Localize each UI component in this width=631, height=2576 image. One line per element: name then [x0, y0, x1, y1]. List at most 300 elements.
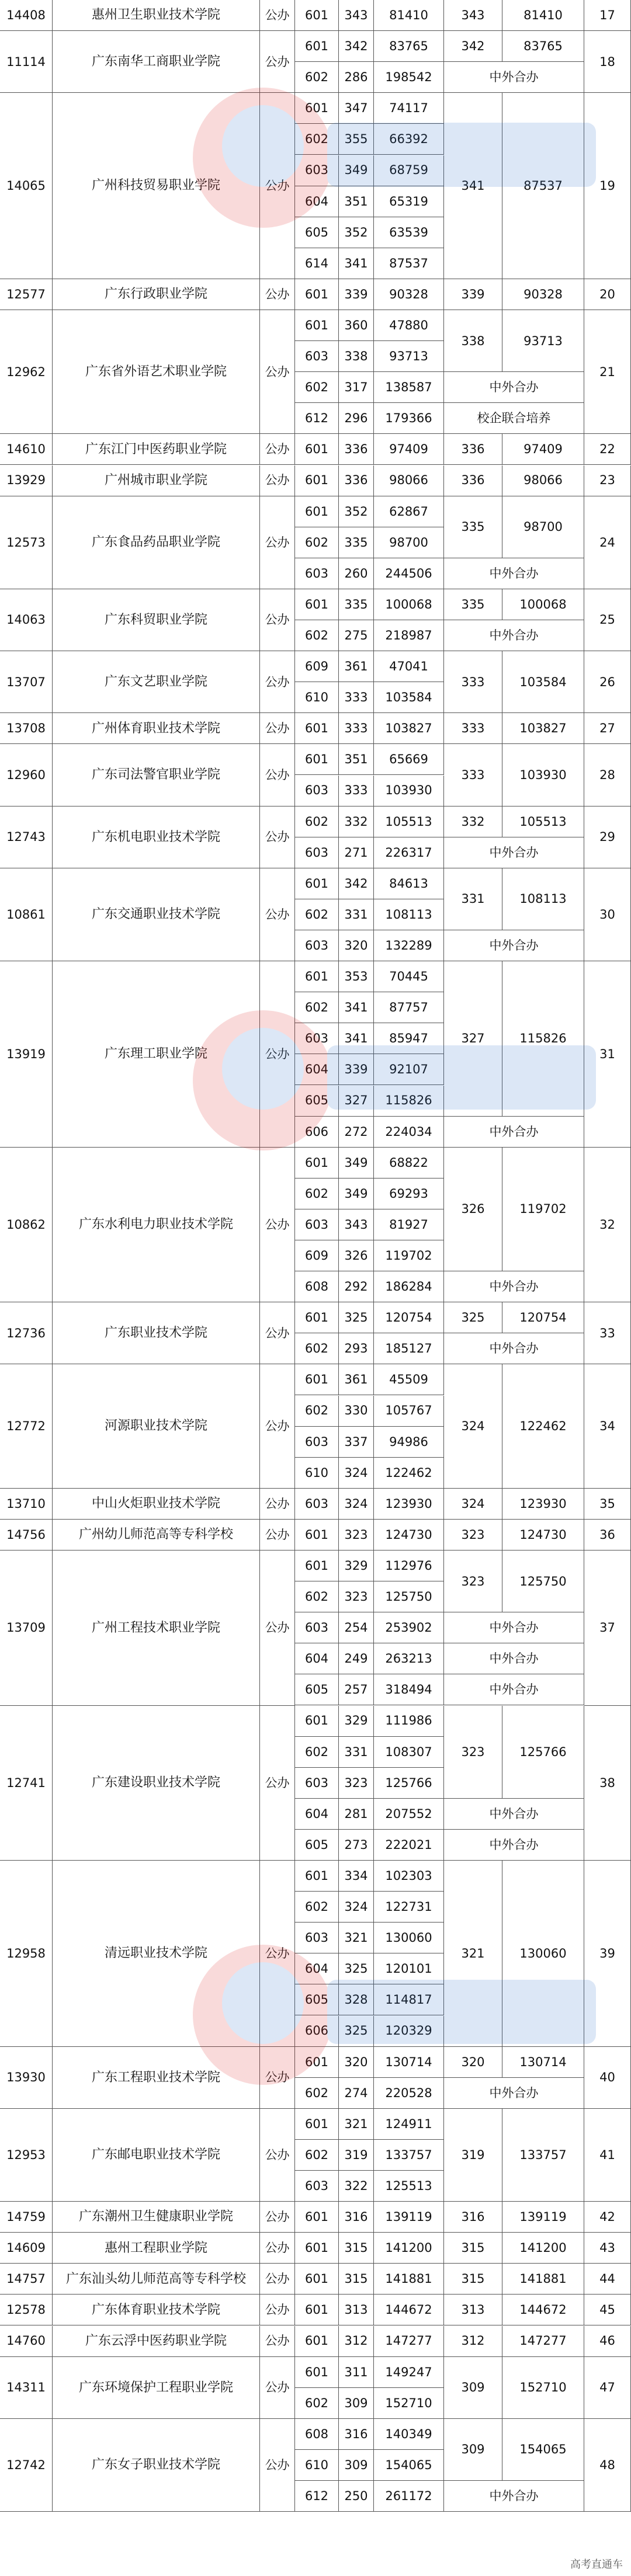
major-score-cell: 323 — [339, 1581, 374, 1612]
school-name-cell: 广东云浮中医药职业学院 — [53, 2326, 260, 2357]
school-name-cell: 广东工程职业技术学院 — [53, 2047, 260, 2109]
major-score-cell: 319 — [339, 2140, 374, 2171]
order-cell: 20 — [584, 279, 631, 310]
min-rank-cell: 98066 — [502, 465, 584, 496]
major-rank-cell: 69293 — [374, 1179, 444, 1209]
min-rank-cell: 122462 — [502, 1364, 584, 1488]
major-group-cell: 602 — [295, 1581, 339, 1612]
school-type-cell: 公办 — [260, 496, 295, 589]
program-note-cell: 中外合办 — [444, 1612, 584, 1643]
major-group-cell: 612 — [295, 2481, 339, 2512]
school-code-cell: 12958 — [0, 1861, 53, 2047]
major-group-cell: 601 — [295, 1364, 339, 1395]
major-rank-cell: 152710 — [374, 2388, 444, 2419]
major-group-cell: 601 — [295, 2295, 339, 2325]
school-type-cell: 公办 — [260, 2047, 295, 2109]
major-group-cell: 605 — [295, 1984, 339, 2015]
school-type-cell: 公办 — [260, 2109, 295, 2202]
major-group-cell: 601 — [295, 2047, 339, 2078]
min-rank-cell: 115826 — [502, 961, 584, 1117]
program-note-cell: 中外合办 — [444, 1799, 584, 1830]
major-rank-cell: 81410 — [374, 0, 444, 31]
min-score-cell: 336 — [444, 434, 502, 465]
major-rank-cell: 253902 — [374, 1612, 444, 1643]
major-score-cell: 329 — [339, 1706, 374, 1737]
school-code-cell: 14757 — [0, 2264, 53, 2295]
school-name-cell: 广州幼儿师范高等专科学校 — [53, 1520, 260, 1551]
school-code-cell: 12573 — [0, 496, 53, 589]
min-score-cell: 316 — [444, 2202, 502, 2233]
school-name-cell: 广东省外语艺术职业学院 — [53, 310, 260, 434]
order-cell: 39 — [584, 1861, 631, 2047]
major-group-cell: 604 — [295, 1799, 339, 1830]
major-group-cell: 604 — [295, 1953, 339, 1984]
major-score-cell: 326 — [339, 1240, 374, 1271]
min-rank-cell: 100068 — [502, 589, 584, 620]
school-type-cell: 公办 — [260, 651, 295, 713]
min-rank-cell: 139119 — [502, 2202, 584, 2233]
program-note-cell: 中外合办 — [444, 620, 584, 651]
major-group-cell: 601 — [295, 2202, 339, 2233]
major-group-cell: 601 — [295, 589, 339, 620]
school-code-cell: 14609 — [0, 2233, 53, 2264]
major-group-cell: 602 — [295, 806, 339, 837]
school-name-cell: 广东潮州卫生健康职业学院 — [53, 2202, 260, 2233]
major-group-cell: 601 — [295, 0, 339, 31]
school-type-cell: 公办 — [260, 31, 295, 93]
order-cell: 30 — [584, 868, 631, 961]
major-rank-cell: 84613 — [374, 868, 444, 899]
major-rank-cell: 140349 — [374, 2419, 444, 2450]
school-name-cell: 广东环境保护工程职业学院 — [53, 2357, 260, 2419]
min-rank-cell: 108113 — [502, 868, 584, 930]
school-type-cell: 公办 — [260, 2202, 295, 2233]
min-rank-cell: 105513 — [502, 806, 584, 837]
major-group-cell: 606 — [295, 1117, 339, 1148]
major-group-cell: 601 — [295, 713, 339, 744]
school-code-cell: 12742 — [0, 2419, 53, 2512]
major-rank-cell: 120101 — [374, 1953, 444, 1984]
min-rank-cell: 125750 — [502, 1551, 584, 1612]
min-score-cell: 309 — [444, 2419, 502, 2481]
order-cell: 48 — [584, 2419, 631, 2512]
school-name-cell: 广东汕头幼儿师范高等专科学校 — [53, 2264, 260, 2295]
major-group-cell: 601 — [295, 465, 339, 496]
school-code-cell: 13710 — [0, 1489, 53, 1520]
major-score-cell: 321 — [339, 2109, 374, 2140]
major-group-cell: 603 — [295, 155, 339, 186]
order-cell: 23 — [584, 465, 631, 496]
order-cell: 43 — [584, 2233, 631, 2264]
major-score-cell: 333 — [339, 713, 374, 744]
school-code-cell: 12953 — [0, 2109, 53, 2202]
major-score-cell: 316 — [339, 2419, 374, 2450]
major-score-cell: 321 — [339, 1923, 374, 1953]
school-code-cell: 14063 — [0, 589, 53, 651]
major-group-cell: 603 — [295, 930, 339, 961]
school-name-cell: 广东体育职业技术学院 — [53, 2295, 260, 2325]
school-name-cell: 广东科贸职业学院 — [53, 589, 260, 651]
major-rank-cell: 93713 — [374, 341, 444, 372]
major-group-cell: 610 — [295, 1458, 339, 1489]
major-rank-cell: 90328 — [374, 279, 444, 310]
major-score-cell: 330 — [339, 1396, 374, 1427]
major-rank-cell: 45509 — [374, 1364, 444, 1395]
program-note-cell: 中外合办 — [444, 1333, 584, 1364]
major-score-cell: 309 — [339, 2450, 374, 2481]
min-rank-cell: 120754 — [502, 1302, 584, 1333]
major-score-cell: 361 — [339, 1364, 374, 1395]
min-score-cell: 331 — [444, 868, 502, 930]
min-score-cell: 333 — [444, 713, 502, 744]
order-cell: 37 — [584, 1551, 631, 1706]
school-code-cell: 13707 — [0, 651, 53, 713]
major-group-cell: 601 — [295, 93, 339, 124]
min-rank-cell: 103827 — [502, 713, 584, 744]
major-group-cell: 601 — [295, 1302, 339, 1333]
school-name-cell: 河源职业技术学院 — [53, 1364, 260, 1488]
min-rank-cell: 87537 — [502, 93, 584, 279]
program-note-cell: 中外合办 — [444, 1830, 584, 1861]
major-score-cell: 349 — [339, 155, 374, 186]
major-score-cell: 333 — [339, 776, 374, 806]
major-rank-cell: 87537 — [374, 248, 444, 279]
major-score-cell: 332 — [339, 806, 374, 837]
min-rank-cell: 97409 — [502, 434, 584, 465]
major-group-cell: 601 — [295, 1148, 339, 1179]
major-group-cell: 602 — [295, 62, 339, 93]
major-score-cell: 339 — [339, 279, 374, 310]
order-cell: 40 — [584, 2047, 631, 2109]
school-name-cell: 广东水利电力职业技术学院 — [53, 1148, 260, 1303]
major-score-cell: 339 — [339, 1054, 374, 1085]
major-group-cell: 601 — [295, 310, 339, 341]
major-score-cell: 343 — [339, 1209, 374, 1240]
major-group-cell: 603 — [295, 1427, 339, 1458]
min-score-cell: 343 — [444, 0, 502, 31]
school-type-cell: 公办 — [260, 713, 295, 744]
major-score-cell: 347 — [339, 93, 374, 124]
school-name-cell: 广东机电职业技术学院 — [53, 806, 260, 868]
min-score-cell: 323 — [444, 1520, 502, 1551]
school-name-cell: 广东司法警官职业学院 — [53, 744, 260, 806]
school-code-cell: 12578 — [0, 2295, 53, 2325]
major-group-cell: 602 — [295, 2140, 339, 2171]
min-rank-cell: 141881 — [502, 2264, 584, 2295]
school-code-cell: 10861 — [0, 868, 53, 961]
major-group-cell: 603 — [295, 1023, 339, 1054]
major-score-cell: 343 — [339, 0, 374, 31]
footer-label: 高考直通车 — [570, 2558, 623, 2571]
major-rank-cell: 122462 — [374, 1458, 444, 1489]
min-score-cell: 332 — [444, 806, 502, 837]
min-rank-cell: 152710 — [502, 2357, 584, 2419]
school-name-cell: 广州工程技术职业学院 — [53, 1551, 260, 1706]
min-score-cell: 335 — [444, 589, 502, 620]
major-group-cell: 602 — [295, 1179, 339, 1209]
major-group-cell: 601 — [295, 868, 339, 899]
program-note-cell: 中外合办 — [444, 930, 584, 961]
major-rank-cell: 92107 — [374, 1054, 444, 1085]
major-rank-cell: 68822 — [374, 1148, 444, 1179]
major-rank-cell: 47041 — [374, 651, 444, 682]
major-group-cell: 602 — [295, 992, 339, 1023]
major-rank-cell: 98700 — [374, 527, 444, 558]
min-score-cell: 312 — [444, 2326, 502, 2357]
major-group-cell: 603 — [295, 558, 339, 589]
school-code-cell: 12962 — [0, 310, 53, 434]
order-cell: 41 — [584, 2109, 631, 2202]
major-score-cell: 311 — [339, 2357, 374, 2388]
order-cell: 29 — [584, 806, 631, 868]
school-type-cell: 公办 — [260, 2419, 295, 2512]
min-score-cell: 339 — [444, 279, 502, 310]
major-rank-cell: 102303 — [374, 1861, 444, 1892]
major-score-cell: 274 — [339, 2078, 374, 2109]
major-score-cell: 260 — [339, 558, 374, 589]
major-score-cell: 254 — [339, 1612, 374, 1643]
major-score-cell: 360 — [339, 310, 374, 341]
major-group-cell: 602 — [295, 899, 339, 930]
major-group-cell: 602 — [295, 620, 339, 651]
major-rank-cell: 105767 — [374, 1396, 444, 1427]
school-name-cell: 清远职业技术学院 — [53, 1861, 260, 2047]
major-group-cell: 605 — [295, 217, 339, 248]
major-group-cell: 601 — [295, 2326, 339, 2357]
major-score-cell: 352 — [339, 496, 374, 527]
min-rank-cell: 93713 — [502, 310, 584, 372]
min-rank-cell: 119702 — [502, 1148, 584, 1271]
major-rank-cell: 68759 — [374, 155, 444, 186]
major-group-cell: 603 — [295, 341, 339, 372]
school-type-cell: 公办 — [260, 1706, 295, 1861]
major-rank-cell: 87757 — [374, 992, 444, 1023]
major-score-cell: 351 — [339, 744, 374, 775]
school-type-cell: 公办 — [260, 2295, 295, 2325]
major-score-cell: 325 — [339, 1953, 374, 1984]
school-type-cell: 公办 — [260, 2357, 295, 2419]
major-group-cell: 602 — [295, 124, 339, 155]
major-group-cell: 602 — [295, 527, 339, 558]
min-score-cell: 333 — [444, 651, 502, 713]
major-rank-cell: 124911 — [374, 2109, 444, 2140]
school-code-cell: 12736 — [0, 1302, 53, 1364]
major-score-cell: 320 — [339, 2047, 374, 2078]
school-name-cell: 广州城市职业学院 — [53, 465, 260, 496]
major-score-cell: 336 — [339, 434, 374, 465]
major-group-cell: 603 — [295, 1489, 339, 1520]
school-code-cell: 12960 — [0, 744, 53, 806]
school-code-cell: 12743 — [0, 806, 53, 868]
school-code-cell: 13929 — [0, 465, 53, 496]
major-score-cell: 271 — [339, 837, 374, 868]
major-score-cell: 351 — [339, 186, 374, 217]
min-rank-cell: 125766 — [502, 1706, 584, 1799]
order-cell: 35 — [584, 1489, 631, 1520]
school-type-cell: 公办 — [260, 589, 295, 651]
min-rank-cell: 141200 — [502, 2233, 584, 2264]
school-code-cell: 14311 — [0, 2357, 53, 2419]
major-score-cell: 334 — [339, 1861, 374, 1892]
order-cell: 27 — [584, 713, 631, 744]
major-score-cell: 333 — [339, 682, 374, 713]
school-name-cell: 中山火炬职业技术学院 — [53, 1489, 260, 1520]
major-score-cell: 324 — [339, 1892, 374, 1923]
school-code-cell: 12741 — [0, 1706, 53, 1861]
school-type-cell: 公办 — [260, 2264, 295, 2295]
major-group-cell: 603 — [295, 837, 339, 868]
school-name-cell: 广东食品药品职业学院 — [53, 496, 260, 589]
major-score-cell: 337 — [339, 1427, 374, 1458]
min-score-cell: 324 — [444, 1489, 502, 1520]
min-rank-cell: 90328 — [502, 279, 584, 310]
major-score-cell: 341 — [339, 1023, 374, 1054]
major-group-cell: 605 — [295, 1674, 339, 1705]
major-rank-cell: 318494 — [374, 1674, 444, 1705]
school-type-cell: 公办 — [260, 961, 295, 1148]
school-name-cell: 广东文艺职业学院 — [53, 651, 260, 713]
program-note-cell: 中外合办 — [444, 1117, 584, 1148]
major-group-cell: 606 — [295, 2016, 339, 2047]
min-score-cell: 315 — [444, 2233, 502, 2264]
major-score-cell: 335 — [339, 589, 374, 620]
min-score-cell: 315 — [444, 2264, 502, 2295]
major-rank-cell: 112976 — [374, 1551, 444, 1581]
major-rank-cell: 207552 — [374, 1799, 444, 1830]
school-code-cell: 14408 — [0, 0, 53, 31]
min-rank-cell: 147277 — [502, 2326, 584, 2357]
major-group-cell: 602 — [295, 1892, 339, 1923]
school-type-cell: 公办 — [260, 1861, 295, 2047]
major-score-cell: 312 — [339, 2326, 374, 2357]
major-score-cell: 355 — [339, 124, 374, 155]
school-type-cell: 公办 — [260, 806, 295, 868]
major-group-cell: 610 — [295, 2450, 339, 2481]
major-score-cell: 316 — [339, 2202, 374, 2233]
min-score-cell: 326 — [444, 1148, 502, 1271]
order-cell: 36 — [584, 1520, 631, 1551]
major-rank-cell: 261172 — [374, 2481, 444, 2512]
major-rank-cell: 141200 — [374, 2233, 444, 2264]
order-cell: 33 — [584, 1302, 631, 1364]
school-type-cell: 公办 — [260, 310, 295, 434]
major-group-cell: 601 — [295, 2233, 339, 2264]
school-code-cell: 10862 — [0, 1148, 53, 1303]
major-rank-cell: 120329 — [374, 2016, 444, 2047]
major-score-cell: 323 — [339, 1768, 374, 1799]
school-code-cell: 13708 — [0, 713, 53, 744]
school-type-cell: 公办 — [260, 1551, 295, 1706]
major-group-cell: 601 — [295, 434, 339, 465]
major-score-cell: 315 — [339, 2233, 374, 2264]
major-score-cell: 335 — [339, 527, 374, 558]
program-note-cell: 中外合办 — [444, 1674, 584, 1705]
major-rank-cell: 62867 — [374, 496, 444, 527]
major-score-cell: 325 — [339, 2016, 374, 2047]
school-type-cell: 公办 — [260, 279, 295, 310]
school-type-cell: 公办 — [260, 868, 295, 961]
order-cell: 45 — [584, 2295, 631, 2325]
major-score-cell: 342 — [339, 868, 374, 899]
major-rank-cell: 66392 — [374, 124, 444, 155]
major-rank-cell: 94986 — [374, 1427, 444, 1458]
major-group-cell: 604 — [295, 186, 339, 217]
school-name-cell: 广东交通职业技术学院 — [53, 868, 260, 961]
major-group-cell: 602 — [295, 372, 339, 403]
major-score-cell: 329 — [339, 1551, 374, 1581]
min-rank-cell: 130060 — [502, 1861, 584, 2047]
major-rank-cell: 222021 — [374, 1830, 444, 1861]
major-score-cell: 249 — [339, 1643, 374, 1674]
major-group-cell: 601 — [295, 961, 339, 992]
min-rank-cell: 154065 — [502, 2419, 584, 2481]
major-rank-cell: 108307 — [374, 1737, 444, 1768]
min-score-cell: 342 — [444, 31, 502, 62]
min-score-cell: 321 — [444, 1861, 502, 2047]
min-score-cell: 323 — [444, 1551, 502, 1612]
min-score-cell: 319 — [444, 2109, 502, 2202]
major-rank-cell: 138587 — [374, 372, 444, 403]
school-type-cell: 公办 — [260, 1302, 295, 1364]
order-cell: 42 — [584, 2202, 631, 2233]
major-rank-cell: 65669 — [374, 744, 444, 775]
min-rank-cell: 130714 — [502, 2047, 584, 2078]
school-type-cell: 公办 — [260, 1148, 295, 1303]
major-score-cell: 317 — [339, 372, 374, 403]
program-note-cell: 中外合办 — [444, 837, 584, 868]
min-score-cell: 323 — [444, 1706, 502, 1799]
school-code-cell: 13930 — [0, 2047, 53, 2109]
major-rank-cell: 119702 — [374, 1240, 444, 1271]
school-name-cell: 广东建设职业技术学院 — [53, 1706, 260, 1861]
min-rank-cell: 123930 — [502, 1489, 584, 1520]
major-rank-cell: 244506 — [374, 558, 444, 589]
major-rank-cell: 100068 — [374, 589, 444, 620]
min-rank-cell: 81410 — [502, 0, 584, 31]
order-cell: 17 — [584, 0, 631, 31]
major-group-cell: 601 — [295, 744, 339, 775]
school-type-cell: 公办 — [260, 744, 295, 806]
major-group-cell: 608 — [295, 1271, 339, 1302]
major-score-cell: 313 — [339, 2295, 374, 2325]
min-rank-cell: 133757 — [502, 2109, 584, 2202]
major-rank-cell: 103584 — [374, 682, 444, 713]
major-score-cell: 327 — [339, 1086, 374, 1117]
major-score-cell: 361 — [339, 651, 374, 682]
major-rank-cell: 120754 — [374, 1302, 444, 1333]
major-score-cell: 250 — [339, 2481, 374, 2512]
major-rank-cell: 198542 — [374, 62, 444, 93]
min-rank-cell: 144672 — [502, 2295, 584, 2325]
major-score-cell: 320 — [339, 930, 374, 961]
major-rank-cell: 141881 — [374, 2264, 444, 2295]
min-score-cell: 325 — [444, 1302, 502, 1333]
order-cell: 24 — [584, 496, 631, 589]
major-group-cell: 602 — [295, 2078, 339, 2109]
major-group-cell: 601 — [295, 31, 339, 62]
major-rank-cell: 103930 — [374, 776, 444, 806]
major-score-cell: 272 — [339, 1117, 374, 1148]
major-group-cell: 601 — [295, 2109, 339, 2140]
major-rank-cell: 144672 — [374, 2295, 444, 2325]
school-name-cell: 广东南华工商职业学院 — [53, 31, 260, 93]
school-name-cell: 广东江门中医药职业学院 — [53, 434, 260, 465]
school-type-cell: 公办 — [260, 2233, 295, 2264]
major-score-cell: 349 — [339, 1179, 374, 1209]
major-rank-cell: 179366 — [374, 403, 444, 434]
major-rank-cell: 85947 — [374, 1023, 444, 1054]
school-code-cell: 14759 — [0, 2202, 53, 2233]
